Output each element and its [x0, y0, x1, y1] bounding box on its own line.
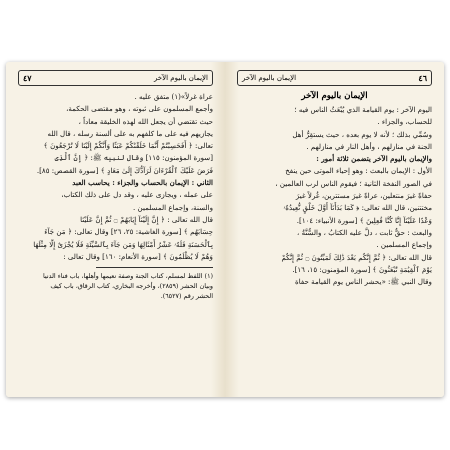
text-line: مختتنين، قال الله تعالى: ﴿ كَمَا بَدَأْنَآ أَوَّلَ خَلْقٍ نُّعِيدُهُۥ: [283, 203, 432, 213]
text-line: اليوم الآخر : يوم القيامة الذي يُبْعَثُ الناس فيه ؛: [294, 105, 432, 114]
text-line: للحساب، والجزاء .: [377, 117, 432, 127]
text-line: قال الله تعالى : ﴿ إِنَّ إِلَيْنَآ إِيَابَهُمْ ۝ ثُمَّ إِنَّ عَلَيْنَا: [80, 214, 213, 224]
text-line: حيث تقتضي أن يجعل الله لهذه الخليقة معاداً ،: [78, 116, 213, 126]
text-line: وَعْدًا عَلَيْنَآ إِنَّا كُنَّا فَٰعِلِينَ ﴾ [سورة الأنبياء: ١٠٤].: [296, 215, 432, 225]
text-line: حفاةً غيرَ منتعلين، عراةً غيرَ مستترين، غُرلاً غيرَ: [295, 191, 432, 201]
text-line: وَهُمْ لَا يُظْلَمُونَ ﴾ [سورة الأنعام: ١٦٠] وقال تعالى :: [63, 251, 213, 261]
left-header-title: الإيمان باليوم الآخر: [153, 74, 208, 82]
text-line: وقال النبي ﷺ: «يحشر الناس يوم القيامة حفاة: [295, 277, 432, 287]
left-page-number: ٤٧: [23, 73, 32, 83]
text-line: الثاني : الإيمان بالحساب والجزاء : يحاسب العبد: [72, 178, 213, 188]
right-page-body: [237, 104, 432, 288]
right-page-header: [237, 70, 432, 86]
right-header-title: الإيمان باليوم الآخر: [242, 74, 297, 82]
section-heading: الإيمان باليوم الآخر: [301, 91, 368, 101]
left-page: [6, 62, 225, 397]
footnote-line: (١) اللفظ لمسلم، كتاب الجنة وصفة نعيمها وأهلها، باب فناء الدنيا: [42, 272, 213, 281]
text-line: والبعث : حقٌّ ثابت ، دلَّ عليه الكتابُ ، والسُّنَّةُ ،: [297, 227, 432, 237]
text-line: عراة غرلاً»(١) متفق عليه .: [134, 92, 213, 101]
text-line: على عمله ، ويجازى عليه ، وقد دل على ذلك الكتاب،: [61, 190, 213, 200]
text-line: والإيمان باليوم الآخر يتضمن ثلاثة أمور :: [316, 154, 432, 164]
left-page-body: [18, 91, 213, 263]
text-line: الجنة في منازلهم ، وأهل النار في منازلهم .: [306, 141, 432, 151]
text-line: يَوْمَ ٱلْقِيَٰمَةِ تُبْعَثُونَ ﴾ [سورة المؤمنون: ١٥، ١٦].: [292, 264, 432, 274]
text-line: وسُمِّي بذلك ؛ لأنه لا يوم بعده ، حيث يستقِرُّ أهل: [292, 129, 432, 139]
text-line: [سورة المؤمنون: ١١٥] وقال لنبيه ﷺ: ﴿ إِنَّ ٱلَّذِى: [54, 153, 213, 163]
text-line: وإجماع المسلمين .: [376, 240, 432, 250]
text-line: فَرَضَ عَلَيْكَ ٱلْقُرْءَانَ لَرَآدُّكَ إِلَىٰ مَعَادٍ ﴾ [سورة القصص: ٨٥].: [36, 165, 213, 175]
right-page-number: ٤٦: [418, 73, 427, 83]
text-line: وأجمع المسلمون على ثبوته ، وهو مقتضى الحكمة،: [66, 104, 213, 114]
footnote-line: وبيان الحشر (٢٨٥٩)، وأخرجه البخاري، كتاب الرقاق، باب كيف: [50, 282, 213, 291]
footnote-divider: [96, 267, 213, 268]
text-line: الأول : الإيمان بالبعث : وهو إحياء الموتى حين ينفخ: [285, 166, 432, 176]
left-page-header: [18, 70, 213, 86]
footnote-line: الحشر رقم (٦٥٢٧).: [160, 292, 213, 301]
text-line: بِٱلْحَسَنَةِ فَلَهُۥ عَشْرُ أَمْثَالِهَا وَمَن جَآءَ بِٱلسَّيِّئَةِ فَلَا يُجْزَىٰٓ إِلَّا مِثْلَهَا: [33, 239, 213, 249]
text-line: في الصور النفخة الثانية ؛ فيقوم الناس لرب العالمين ،: [275, 178, 432, 188]
text-line: قال الله تعالى: ﴿ ثُمَّ إِنَّكُم بَعْدَ ذَٰلِكَ لَمَيِّتُونَ ۝ ثُمَّ إِنَّكُمْ: [281, 252, 432, 262]
right-page: [225, 62, 444, 397]
footnote: [18, 271, 213, 301]
book-spread: [6, 62, 444, 397]
text-line: والسنة، وإجماع المسلمين .: [133, 202, 213, 212]
text-line: يجازيهم فيه على ما كلفهم به على ألسنة رسله ، قال الله: [47, 128, 213, 138]
text-line: حِسَابَهُم ﴾ [سورة الغاشية: ٢٥، ٢٦] وقال تعالى: ﴿ مَن جَآءَ: [44, 227, 213, 237]
text-line: تعالى: ﴿ أَفَحَسِبْتُمْ أَنَّمَا خَلَقْنَٰكُمْ عَبَثًا وَأَنَّكُمْ إِلَيْنَا لَا تُرْجَعُونَ ﴾: [43, 141, 213, 151]
